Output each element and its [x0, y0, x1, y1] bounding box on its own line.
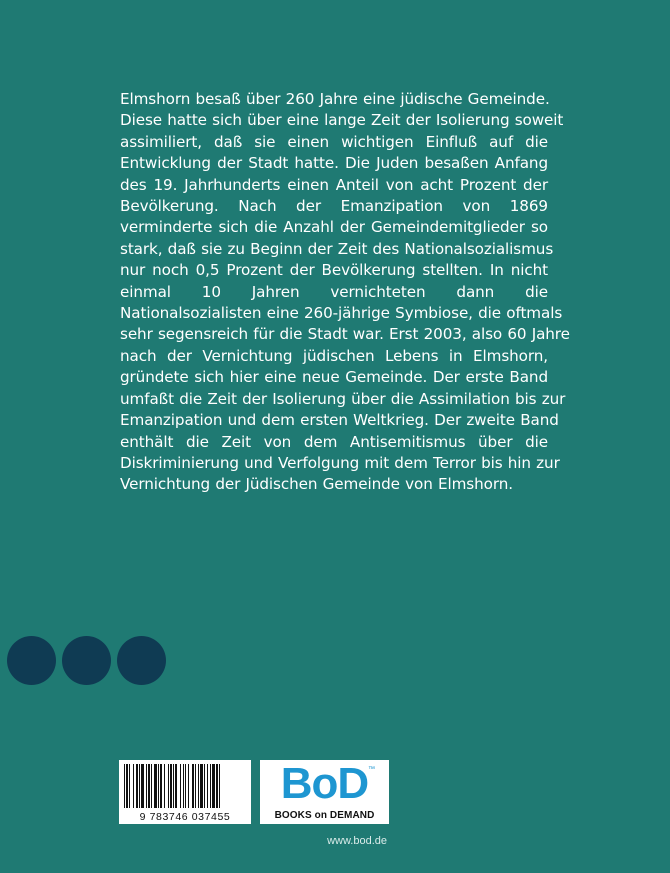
- blurb-line: sehr segensreich für die Stadt war. Erst 2003, also 60 Jahre: [120, 325, 570, 344]
- dot-2: [62, 636, 111, 685]
- blurb-line: stark, daß sie zu Beginn der Zeit des Nationalsozialismus: [120, 239, 554, 258]
- dot-3: [117, 636, 166, 685]
- blurb-line: Entwicklung der Stadt hatte. Die Juden besaßen Anfang: [120, 154, 548, 173]
- blurb-line: Diese hatte sich über eine lange Zeit der Isolierung soweit: [120, 111, 564, 130]
- blurb-line: verminderte sich die Anzahl der Gemeindemitglieder so: [120, 218, 548, 237]
- barcode-bars: [123, 764, 247, 808]
- dot-1: [7, 636, 56, 685]
- blurb-line: Emanzipation und dem ersten Weltkrieg. Der zweite Band: [120, 411, 559, 430]
- isbn-barcode: [119, 760, 251, 824]
- blurb-line: nach der Vernichtung jüdischen Lebens in Elmshorn,: [120, 346, 548, 365]
- publisher-url: www.bod.de: [327, 835, 387, 847]
- blurb-line: des 19. Jahrhunderts einen Anteil von acht Prozent der: [120, 175, 548, 194]
- trademark-symbol: ™: [368, 766, 375, 773]
- blurb-line: nur noch 0,5 Prozent der Bevölkerung stellten. In nicht: [120, 261, 548, 280]
- blurb-line: Diskriminierung und Verfolgung mit dem Terror bis hin zur: [120, 453, 560, 472]
- blurb-line: Nationalsozialisten eine 260-jährige Symbiose, die oftmals: [120, 304, 563, 323]
- bod-logo-text: BoD: [280, 759, 369, 808]
- blurb-line: Vernichtung der Jüdischen Gemeinde von Elmshorn.: [120, 475, 513, 494]
- blurb-line: Bevölkerung. Nach der Emanzipation von 1869: [120, 197, 548, 216]
- publisher-logo: [260, 760, 389, 824]
- blurb-line: Elmshorn besaß über 260 Jahre eine jüdische Gemeinde.: [120, 90, 550, 108]
- blurb-line: einmal 10 Jahren vernichteten dann die: [120, 282, 548, 301]
- publisher-tagline: BOOKS on DEMAND: [274, 810, 375, 821]
- decorative-dots: [7, 636, 166, 685]
- blurb-line: assimiliert, daß sie einen wichtigen Einfluß auf die: [120, 132, 548, 151]
- blurb-line: enthält die Zeit von dem Antisemitismus über die: [120, 432, 548, 451]
- isbn-number: 9 783746 037455: [139, 811, 231, 823]
- blurb-line: gründete sich hier eine neue Gemeinde. Der erste Band: [120, 368, 548, 387]
- back-cover-blurb: [120, 89, 570, 496]
- blurb-line: umfaßt die Zeit der Isolierung über die Assimilation bis zur: [120, 389, 566, 408]
